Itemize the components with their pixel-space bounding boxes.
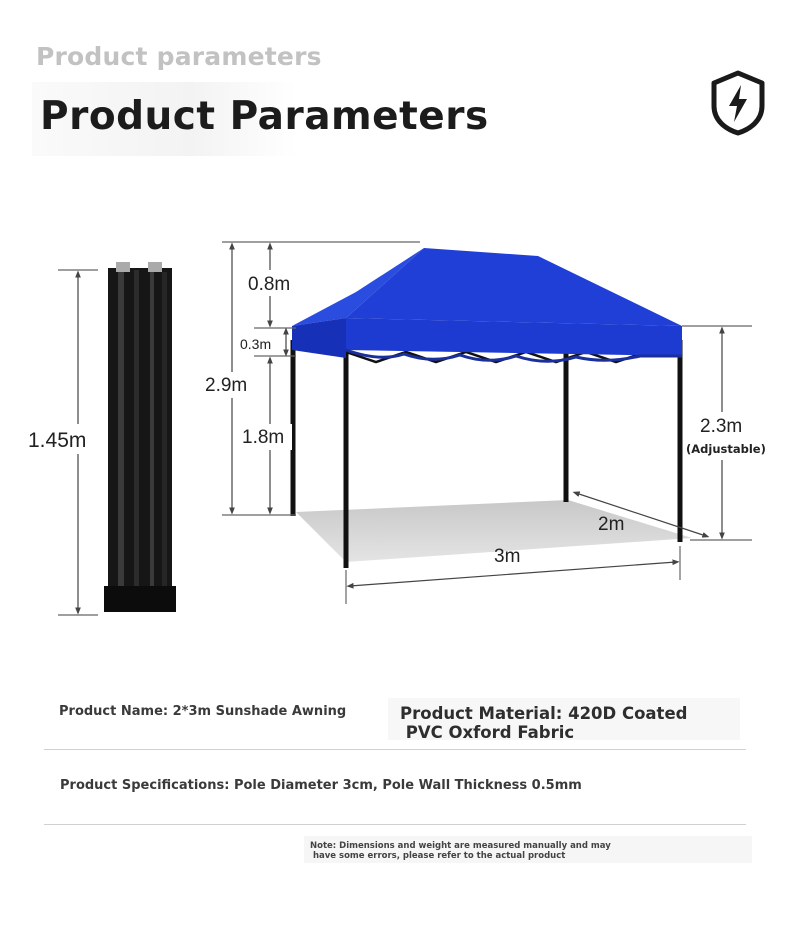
folded-frame: [104, 262, 176, 612]
divider-top: [44, 749, 746, 750]
note-line1: Note: Dimensions and weight are measured manually and may: [310, 841, 611, 851]
adjustable-height-label: 2.3m: [700, 416, 743, 437]
leg-height-label: 1.8m: [242, 427, 285, 448]
depth-label: 2m: [598, 514, 625, 535]
adjustable-note: (Adjustable): [686, 442, 766, 456]
page-title: Product Parameters: [40, 94, 489, 139]
canopy: [292, 248, 682, 361]
folded-height-label: 1.45m: [28, 429, 87, 452]
valance-label: 0.3m: [240, 336, 272, 352]
roof-top-label: 0.8m: [248, 274, 291, 295]
product-material-line2: PVC Oxford Fabric: [400, 723, 575, 742]
measurement-note: [310, 841, 611, 861]
product-name: Product Name: 2*3m Sunshade Awning: [59, 704, 347, 719]
page-subtitle: Product parameters: [36, 42, 322, 71]
product-specifications: Product Specifications: Pole Diameter 3cm, Pole Wall Thickness 0.5mm: [60, 778, 582, 793]
tent-dimension-diagram: [0, 230, 790, 630]
product-material: [400, 704, 687, 742]
divider-bottom: [44, 824, 746, 825]
product-material-line1: Product Material: 420D Coated: [400, 704, 688, 723]
total-height-label: 2.9m: [205, 375, 248, 396]
width-label: 3m: [494, 546, 521, 567]
shield-lightning-icon: [709, 70, 767, 136]
note-line2: have some errors, please refer to the actual product: [310, 851, 566, 861]
